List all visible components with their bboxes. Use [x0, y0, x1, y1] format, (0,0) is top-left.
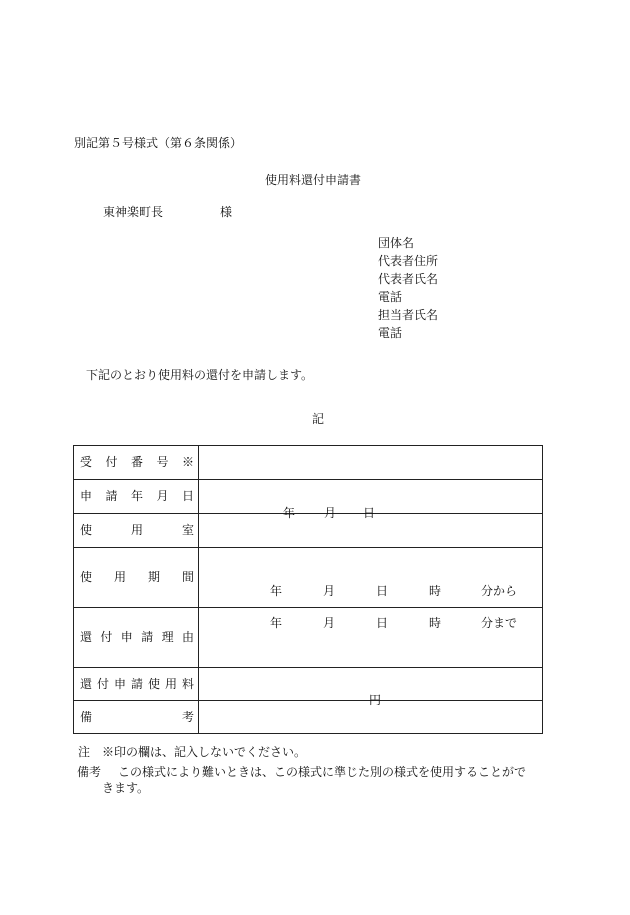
table-row	[74, 668, 543, 701]
contact-phone-label: 電話	[378, 326, 403, 340]
table-row	[74, 480, 543, 514]
application-table	[73, 445, 543, 734]
refund-reason-label: 還付申請理由	[74, 608, 199, 668]
period-to-day: 日	[376, 615, 389, 630]
table-row	[74, 514, 543, 548]
request-statement: 下記のとおり使用料の還付を申請します。	[86, 368, 314, 382]
period-to-minute: 分まで	[481, 615, 518, 630]
yen-unit: 円	[369, 693, 382, 707]
table-row	[74, 608, 543, 668]
refund-reason-field[interactable]	[199, 608, 543, 668]
footer-remark-continuation: きます。	[102, 781, 150, 795]
period-to-year: 年	[270, 615, 283, 630]
addressee: 東神楽町長	[103, 205, 164, 219]
period-from-hour: 時	[429, 583, 442, 598]
date-month-mark: 月	[324, 505, 337, 520]
period-to-month: 月	[323, 615, 336, 630]
usage-period-label: 使用期間	[74, 548, 199, 608]
representative-address-label: 代表者住所	[378, 254, 439, 268]
form-reference: 別記第５号様式（第６条関係）	[74, 136, 243, 150]
reception-number-field[interactable]	[199, 446, 543, 480]
usage-period-field[interactable]	[199, 548, 543, 630]
applicant-block	[378, 234, 438, 342]
addressee-honorific: 様	[220, 205, 233, 219]
footer-remark-label: 備考	[77, 765, 102, 779]
note-text: 注 ※印の欄は、記入しないでください。	[78, 745, 307, 759]
period-to-hour: 時	[429, 615, 442, 630]
phone-label: 電話	[378, 290, 403, 304]
period-from-year: 年	[270, 583, 283, 598]
date-year-mark: 年	[283, 505, 296, 520]
footer-remark-text: この様式により難いときは、この様式に準じた別の様式を使用することがで	[118, 765, 527, 779]
remarks-label: 備考	[74, 701, 199, 734]
refund-fee-label: 還付申請使用料	[74, 668, 199, 701]
application-date-label: 申請年月日	[74, 480, 199, 514]
contact-person-label: 担当者氏名	[378, 308, 439, 322]
period-from-day: 日	[376, 583, 389, 598]
refund-fee-field[interactable]	[199, 668, 543, 707]
document-title: 使用料還付申請書	[265, 173, 362, 187]
room-used-label: 使用室	[74, 514, 199, 548]
table-row	[74, 548, 543, 608]
period-from-month: 月	[323, 583, 336, 598]
group-name-label: 団体名	[378, 236, 415, 250]
date-day-mark: 日	[363, 505, 376, 520]
reception-number-label: 受付番号※	[74, 446, 199, 480]
period-from-minute: 分から	[481, 583, 518, 598]
table-row	[74, 446, 543, 480]
representative-name-label: 代表者氏名	[378, 272, 439, 286]
room-used-field[interactable]	[199, 514, 543, 548]
application-date-field[interactable]	[199, 480, 543, 520]
remarks-field[interactable]	[199, 701, 543, 734]
ki-heading: 記	[312, 412, 325, 426]
table-row	[74, 701, 543, 734]
